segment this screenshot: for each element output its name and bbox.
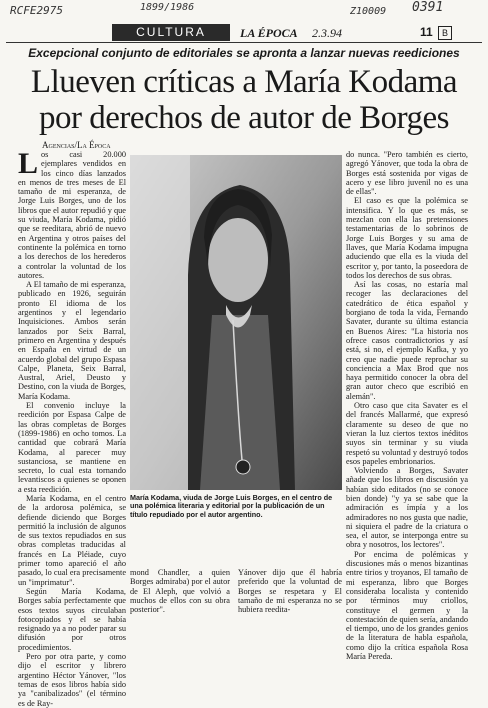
handwritten-dates: 1899/1986 [140, 2, 195, 13]
portrait-photo [130, 155, 342, 490]
paragraph: Volviendo a Borges, Savater añade que los libros en discusión ya habían sido editados (no se conoce bien donde) "y ya se sabe que la admiración es ímpía y a los admiradores no nos gusta que nadie, ni siquiera el padre de la criatura o sea, el autor, se interponga entre su obra y nosotros, los lectores". [346, 466, 468, 550]
page-section-box: B [438, 26, 452, 40]
kicker: Excepcional conjunto de editoriales se apronta a lanzar nuevas reediciones [28, 46, 460, 60]
article-column-1 [18, 147, 126, 708]
headline-line-2: por derechos de autor de Borges [38, 100, 449, 136]
paragraph: María Kodama, en el centro de la ardorosa polémica, se defiende diciendo que Borges permitió la inclusión de algunos de sus textos repudiados en sus obras completas traducidas al francés en La Pléiade, cuyo primer tomo apareció el año pasado, lo cual era precisamente un "imprimatur". [18, 493, 126, 587]
paragraph: El convenio incluye la reedición por Espasa Calpe de las obras completas de Borges (1899-1986) en ocho tomos. La cantidad que cobrará María Kodama, al parecer muy sustanciosa, se mantiene en secreto, lo cual esta tornando levantiscos a quienes se oponen a esta reedición. [18, 401, 126, 494]
paragraph: A El tamaño de mi esperanza, publicado en 1926, seguirán pronto El idioma de los argentinos y el legendario Inquisiciones. Ambos serán lanzados por Seix Barral, primero en Argentina y después en España en virtud de un acuerdo global del grupo Espasa Calpe, Planeta, Seix Barral, Austral, Ariel, Deusto y Destino, con la viuda de Borges, María Kodama. [18, 280, 126, 401]
section-label [112, 24, 230, 41]
header-rule [6, 42, 482, 43]
article-column-bottom-1: mond Chandler, a quien Borges admiraba) por el autor de El Aleph, que volvió a muchos de ellos con su obra posterior". [130, 568, 230, 615]
paragraph: os casi 20.000 ejemplares vendidos en los cinco días lanzados en menos de tres meses de El tamaño de mi esperanza, de Jorge Luis Borges, uno de los libros que el autor repudió y que su viuda, María Kodama, pidió que se reeditara, abrió de nuevo en Argentina y otros países del continente la polémica en torno a los derechos de los herederos a controlar la voluntad de los autores. [18, 150, 126, 280]
photo-caption: María Kodama, viuda de Jorge Luis Borges, en el centro de una polémica literaria y editorial por la publicación de un título repudiado por el autor argentino. [130, 493, 333, 519]
paragraph: Pero por otra parte, y como dijo el escritor y librero argentino Héctor Yánover, "los temas de esos libros había sido ya "canibalizados" (el término es de Ray- [18, 652, 126, 708]
paragraph: Así las cosas, no estaría mal recoger las declaraciones del catedrático de ética español y borgiano de toda la vida, Fernando Savater, durante su última estancia en Buenos Aires: "La historia nos ofrece casos contradictorios y así está, si no, el ejemplo Kafka, y yo creo que nadie puede reprochar su conciencia a Max Brod que nos haya permitido conocer la obra del gran autor checo que escribió en alemán". [346, 280, 468, 401]
drop-cap: L [18, 147, 39, 180]
headline-line-1: Llueven críticas a María Kodama [30, 64, 458, 100]
paragraph: Por encima de polémicas y discusiones más o menos bizantinas entre tirios y troyanos, El tamaño de mi esperanza, libro que Borges consideraba localista y contenido por términos muy criollos, constituye el germen y la contestación de quien sería, andando el tiempo, uno de los grandes genios de la literatura de habla española, como dijo la crítica española Rosa María Pereda. [346, 549, 468, 662]
newspaper-name: LA ÉPOCA [240, 26, 298, 40]
paragraph: do nunca. "Pero también es cierto, agregó Yánover, que toda la obra de Borges está sostenida por vigas de acero y ese libro juvenil no es una de ellas". [346, 150, 468, 197]
paragraph: Otro caso que cita Savater es el del francés Mallarmé, que expresó claramente su deseo de que no vieran la luz ciertos textos inéditos suyos sin terminar y su viuda respetó su voluntad y destruyó todos esos papeles embrionarios. [346, 401, 468, 466]
handwritten-code: 0391 [412, 0, 444, 15]
handwritten-archive-no: Z10009 [350, 6, 387, 17]
paragraph: El caso es que la polémica se intensifica. Y lo que es más, se mezclan con ella las pretensiones testamentarias de lo sobrinos de Jorge Luis Borges y su ama de llaves, que María Kodama impugna aduciendo que ella es la viuda del escritor y, por tanto, la poseedora de todos los derechos de sus obras. [346, 196, 468, 280]
byline: Agencias/La Época [42, 140, 111, 150]
section-label-text: CULTURA [136, 25, 206, 39]
paragraph: Según María Kodama, Borges sabía perfectamente que esos textos suyos circulaban fotocopiados y el se había resignado ya a no poder parar su difusión por otros procedimientos. [18, 586, 126, 652]
portrait-photo-drawing [130, 155, 342, 490]
handwritten-ref: RCFE2975 [10, 4, 63, 17]
headline [0, 64, 488, 136]
page-number: 11 [420, 25, 433, 39]
issue-date: 2.3.94 [312, 26, 342, 40]
article-column-2 [346, 150, 468, 662]
article-column-bottom-2: Yánover dijo que él habría preferido que la voluntad de Borges se respetara y El tamaño de mi esperanza no se hubiera reedita- [238, 568, 342, 615]
